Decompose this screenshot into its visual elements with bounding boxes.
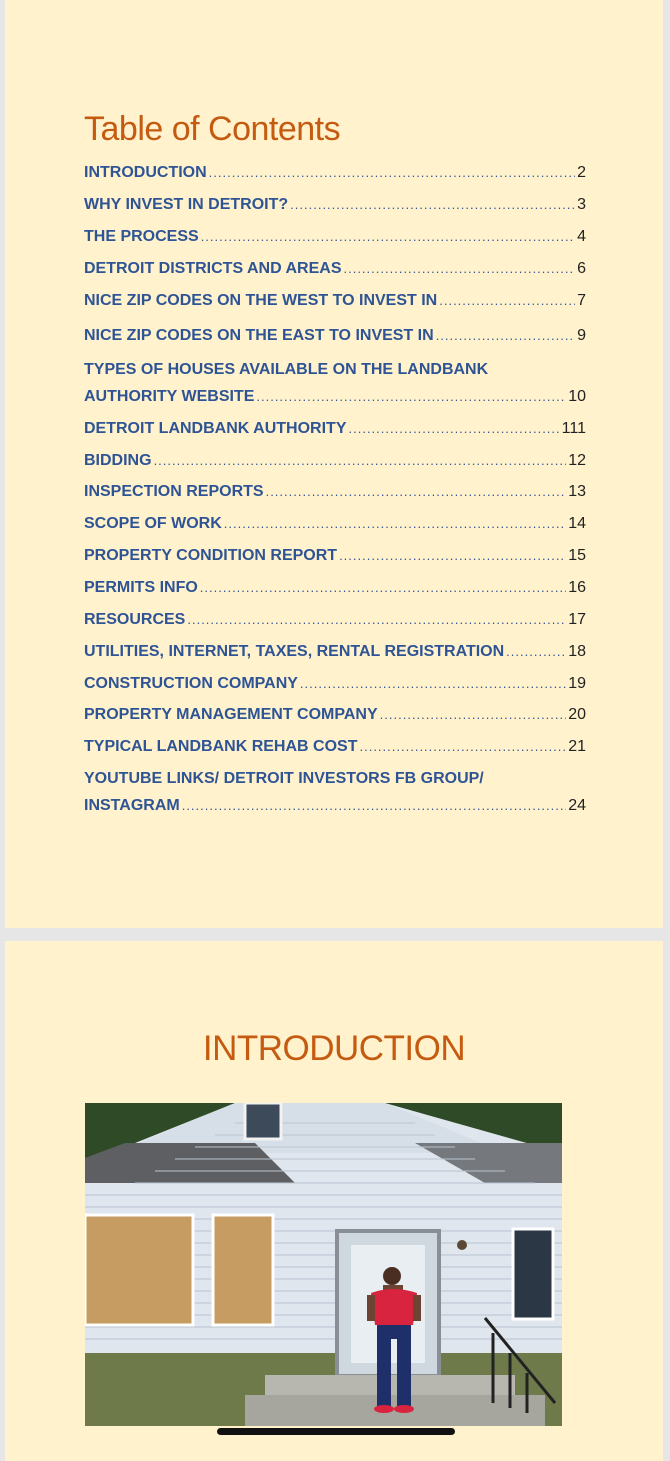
toc-page-number: 13: [568, 483, 586, 500]
home-indicator[interactable]: [217, 1428, 455, 1435]
toc-entry-label: NICE ZIP CODES ON THE EAST TO INVEST IN: [84, 327, 434, 344]
toc-entry-label: TYPICAL LANDBANK REHAB COST: [84, 738, 358, 755]
toc-leader-dots: [182, 792, 567, 819]
toc-entry-label: SCOPE OF WORK: [84, 515, 222, 532]
toc-entry-label: INSTAGRAM: [84, 797, 180, 814]
toc-page-number: 21: [568, 738, 586, 755]
toc-page-number: 18: [568, 643, 586, 660]
toc-entry-the-process[interactable]: [84, 223, 586, 250]
toc-entry-label: PERMITS INFO: [84, 579, 198, 596]
toc-leader-dots: [187, 606, 566, 633]
toc-entry-label: THE PROCESS: [84, 228, 199, 245]
toc-entry-construction[interactable]: [84, 670, 586, 697]
toc-leader-dots: [343, 255, 575, 282]
toc-entry-why-invest[interactable]: [84, 191, 586, 218]
toc-entry-label: INTRODUCTION: [84, 164, 207, 181]
toc-leader-dots: [506, 638, 566, 665]
toc-leader-dots: [339, 542, 566, 569]
toc-leader-dots: [256, 383, 566, 410]
toc-entry-label-line1: TYPES OF HOUSES AVAILABLE ON THE LANDBANK: [84, 361, 489, 378]
toc-entry-label: PROPERTY CONDITION REPORT: [84, 547, 338, 564]
house-photo: [85, 1103, 562, 1426]
toc-leader-dots: [224, 510, 566, 537]
toc-entry-label: INSPECTION REPORTS: [84, 483, 264, 500]
toc-page-number: 17: [568, 611, 586, 628]
toc-page-number: 9: [577, 327, 586, 344]
toc-entry-youtube-links[interactable]: [84, 770, 586, 819]
toc-leader-dots: [154, 447, 567, 474]
toc-leader-dots: [436, 322, 575, 349]
toc-page-number: 2: [577, 164, 586, 181]
house-photo-illustration: [85, 1103, 562, 1426]
toc-page-number: 111: [561, 420, 586, 437]
toc-leader-dots: [439, 287, 575, 314]
toc-page-number: 16: [568, 579, 586, 596]
toc-page-number: 15: [568, 547, 586, 564]
toc-page-number: 10: [568, 388, 586, 405]
toc-entry-rehab-cost[interactable]: [84, 733, 586, 760]
toc-entry-label: CONSTRUCTION COMPANY: [84, 675, 298, 692]
toc-entry-label: UTILITIES, INTERNET, TAXES, RENTAL REGISTRATION: [84, 643, 505, 660]
document-page-2: [5, 941, 663, 1461]
toc-entry-bidding[interactable]: [84, 447, 586, 474]
toc-entry-scope-of-work[interactable]: [84, 510, 586, 537]
toc-entry-label: BIDDING: [84, 452, 152, 469]
toc-leader-dots: [201, 223, 575, 250]
toc-entry-label: RESOURCES: [84, 611, 186, 628]
toc-entry-permits-info[interactable]: [84, 574, 586, 601]
toc-entry-utilities[interactable]: [84, 638, 586, 665]
toc-entry-label: WHY INVEST IN DETROIT?: [84, 196, 289, 213]
toc-entry-zip-west[interactable]: [84, 287, 586, 314]
toc-leader-dots: [359, 733, 566, 760]
toc-page-number: 3: [577, 196, 586, 213]
toc-entry-landbank-authority[interactable]: [84, 415, 586, 442]
introduction-heading: INTRODUCTION: [202, 1029, 466, 1068]
toc-entry-zip-east[interactable]: [84, 322, 586, 349]
toc-leader-dots: [380, 701, 567, 728]
toc-entry-label: DETROIT DISTRICTS AND AREAS: [84, 260, 342, 277]
toc-entry-inspection-reports[interactable]: [84, 478, 586, 505]
toc-page-number: 24: [568, 797, 586, 814]
toc-entry-label: AUTHORITY WEBSITE: [84, 388, 255, 405]
document-page-1: [5, 0, 663, 928]
toc-page-number: 6: [577, 260, 586, 277]
toc-entry-label: DETROIT LANDBANK AUTHORITY: [84, 420, 347, 437]
toc-title: Table of Contents: [84, 110, 341, 148]
toc-page-number: 14: [568, 515, 586, 532]
toc-leader-dots: [209, 159, 575, 186]
toc-entry-property-condition[interactable]: [84, 542, 586, 569]
toc-page-number: 4: [577, 228, 586, 245]
toc-entry-label: PROPERTY MANAGEMENT COMPANY: [84, 706, 378, 723]
toc-entry-label: NICE ZIP CODES ON THE WEST TO INVEST IN: [84, 292, 438, 309]
toc-entry-resources[interactable]: [84, 606, 586, 633]
toc-page-number: 7: [577, 292, 586, 309]
toc-leader-dots: [349, 415, 560, 442]
toc-page-number: 19: [568, 675, 586, 692]
toc-entry-types-of-houses[interactable]: [84, 361, 586, 410]
toc-page-number: 12: [568, 452, 586, 469]
toc-leader-dots: [290, 191, 575, 218]
toc-entry-property-management[interactable]: [84, 701, 586, 728]
toc-leader-dots: [300, 670, 566, 697]
toc-entry-label-line1: YOUTUBE LINKS/ DETROIT INVESTORS FB GROUP/: [84, 770, 484, 787]
toc-leader-dots: [200, 574, 566, 601]
toc-leader-dots: [266, 478, 567, 505]
toc-entry-districts[interactable]: [84, 255, 586, 282]
toc-page-number: 20: [568, 706, 586, 723]
toc-entry-introduction[interactable]: [84, 159, 586, 186]
